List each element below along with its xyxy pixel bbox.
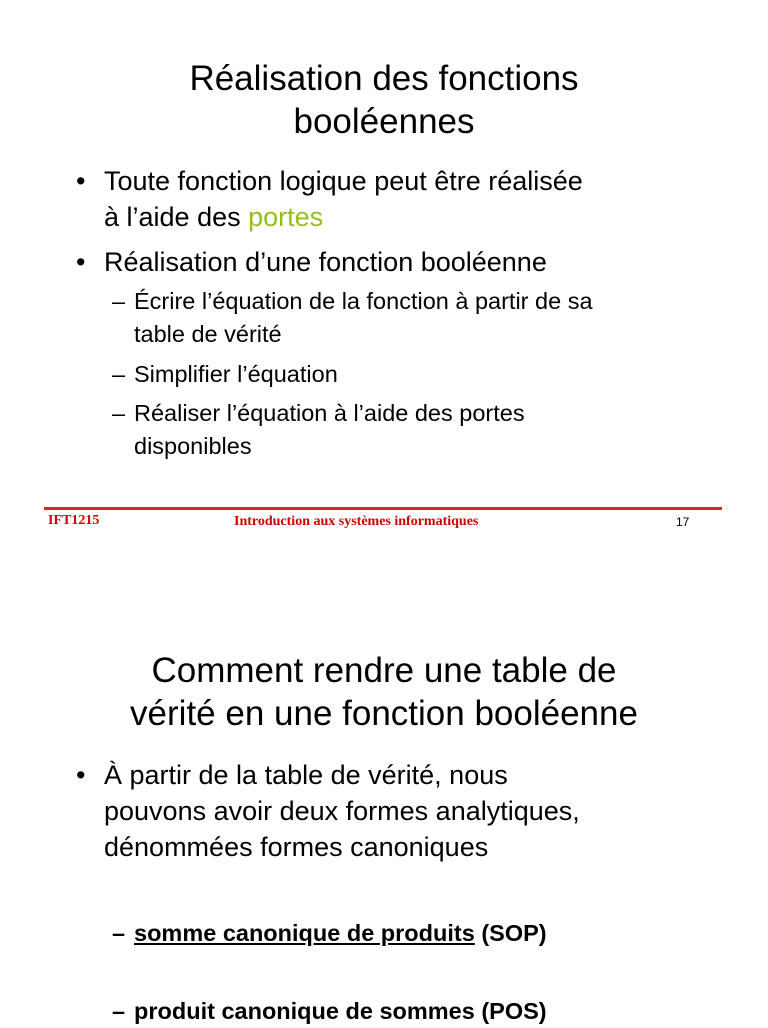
dash-marker: –	[112, 288, 126, 314]
sub-bullet-text	[134, 397, 525, 463]
slide-title	[0, 649, 768, 735]
sub-bullet-text	[134, 995, 547, 1028]
bullet-line-1: À partir de la table de vérité, nous	[104, 760, 508, 790]
bullet-line-1: Réalisation d’une fonction booléenne	[104, 247, 547, 277]
bullet-line-2-prefix: à l’aide des	[104, 202, 249, 232]
dash-marker: –	[112, 400, 126, 426]
sub-bullet-line-2: disponibles	[134, 433, 252, 459]
slide-title-line-2: vérité en une fonction booléenne	[130, 694, 638, 733]
slide-title-line-1: Réalisation des fonctions	[189, 59, 579, 98]
sub-bullet-line-1: Réaliser l’équation à l’aide des portes	[134, 400, 525, 426]
bullet-marker: •	[76, 166, 86, 196]
sub-bullet-text	[134, 917, 547, 950]
pos-text: produit canonique de sommes (POS)	[134, 998, 547, 1024]
dash-marker: –	[112, 920, 126, 946]
slide-title-line-1: Comment rendre une table de	[151, 651, 617, 690]
sub-bullet-text	[134, 285, 593, 351]
sub-bullet-line-1: Simplifier l’équation	[134, 361, 338, 387]
slide-title-line-2: booléennes	[293, 102, 475, 141]
footer-divider	[44, 507, 722, 510]
bullet-line-2: pouvons avoir deux formes analytiques,	[104, 796, 580, 826]
accent-word-portes: portes	[248, 202, 324, 232]
page-number: 17	[676, 515, 690, 529]
bullet-line-1: Toute fonction logique peut être réalisée	[104, 166, 583, 196]
bullet-marker: •	[76, 760, 86, 790]
sop-underlined-term: somme canonique de produits	[134, 920, 475, 946]
bullet-line-2	[104, 199, 583, 235]
dash-marker: –	[112, 998, 126, 1024]
footer-course-code: IFT1215	[48, 513, 100, 528]
sub-bullet-line-2: table de vérité	[134, 321, 282, 347]
slide-18	[0, 545, 768, 1024]
bullet-text	[104, 163, 583, 235]
sub-bullet-text	[134, 358, 338, 391]
footer-course-title: Introduction aux systèmes informatiques	[234, 514, 479, 529]
sub-bullet-line-1: Écrire l’équation de la fonction à partir de sa	[134, 288, 593, 314]
bullet-line-3: dénommées formes canoniques	[104, 832, 489, 862]
slide-title	[0, 57, 768, 143]
bullet-text	[104, 244, 547, 280]
bullet-text	[104, 757, 580, 865]
bullet-marker: •	[76, 247, 86, 277]
sop-abbreviation: (SOP)	[474, 920, 547, 946]
dash-marker: –	[112, 361, 126, 387]
